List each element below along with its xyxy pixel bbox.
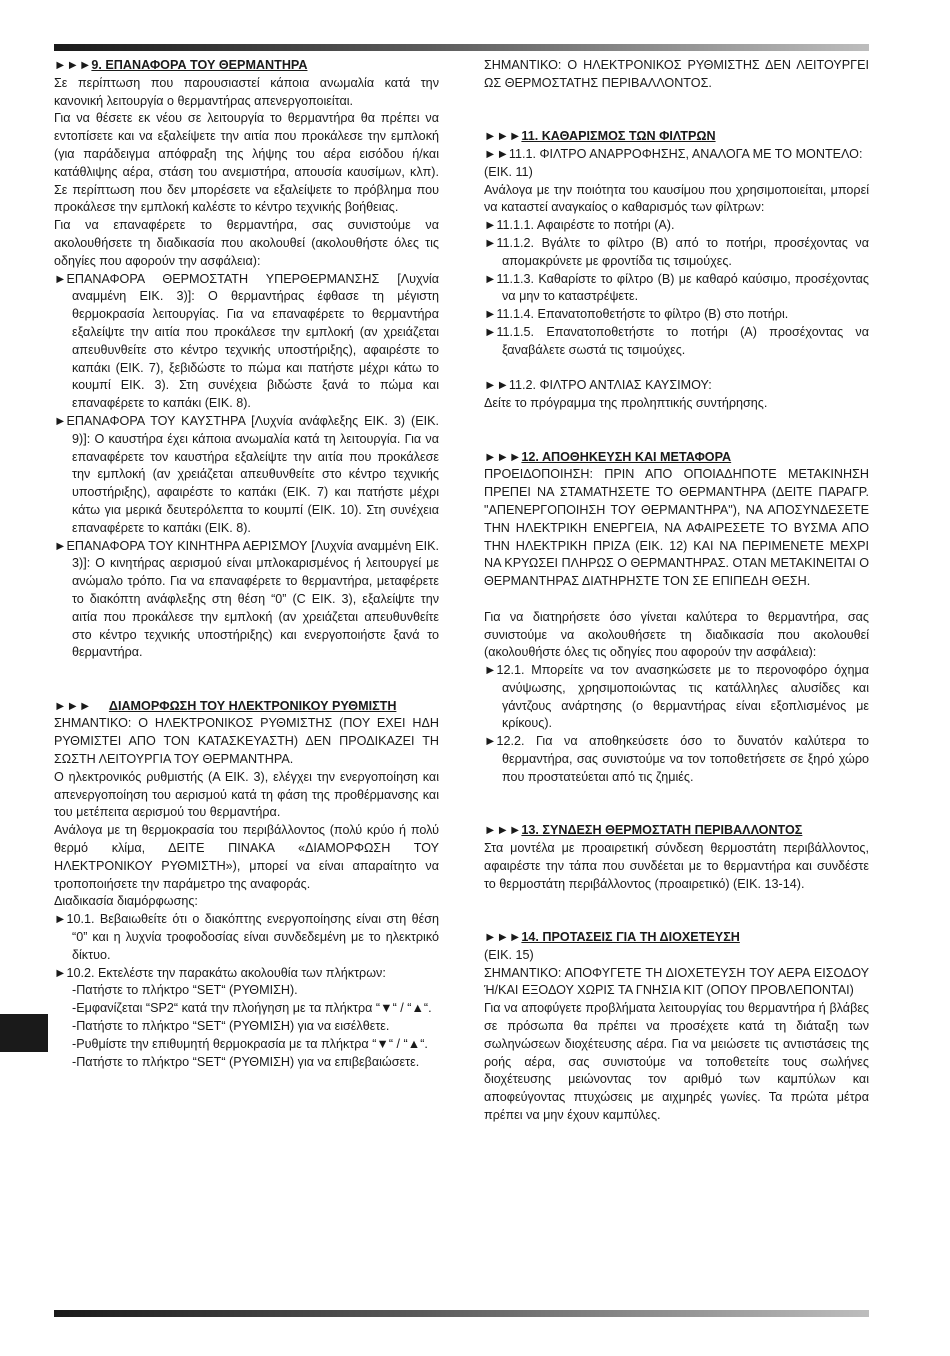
page-edge-tab — [0, 1014, 48, 1052]
section-11-paragraph: Ανάλογα με την ποιότητα του καυσίμου που χρησιμοποιείται, μπορεί να καταστεί αναγκαίος ο καθαρισμός των φίλτρων: — [484, 182, 869, 215]
key-step: -Πατήστε το πλήκτρο “SET“ (ΡΥΘΜΙΣΗ) για να επιβεβαιώσετε. — [72, 1054, 420, 1069]
section-9-heading: ►►►9. ΕΠΑΝΑΦΟΡΑ ΤΟΥ ΘΕΡΜΑΝΤΗΡΑ — [54, 58, 308, 72]
key-step: -Πατήστε το πλήκτρο “SET“ (ΡΥΘΜΙΣΗ) για να εισέλθετε. — [72, 1019, 390, 1034]
list-item: ►11.1.1. Αφαιρέστε το ποτήρι (A). — [484, 218, 675, 233]
key-step: -Ρυθμίστε την επιθυμητή θερμοκρασία με τα πλήκτρα “▼“ / “▲“. — [72, 1036, 428, 1051]
top-divider-bar — [54, 44, 869, 51]
list-item: ►11.1.3. Καθαρίστε το φίλτρο (B) με καθαρό καύσιμο, προσέχοντας να μην το καταστρέψετε. — [484, 271, 869, 304]
subsection-heading: ►►11.2. ΦΙΛΤΡΟ ΑΝΤΛΙΑΣ ΚΑΥΣΙΜΟΥ: — [484, 378, 712, 393]
section-10-paragraph: Ανάλογα με τη θερμοκρασία του περιβάλλοντος (πολύ κρύο ή πολύ θερμό κλίμα, ΔΕΙΤΕ ΠΙΝΑΚΑ «ΔΙΑΜΟΡΦΩΣΗ ΤΟΥ ΗΛΕΚΤΡΟΝΙΚΟΥ ΡΥΘΜΙΣΤΗ»), μπορεί να είναι απαραίτητο να τροποποιήσετε την παράμετρο της αναφοράς. — [54, 823, 439, 891]
section-12-heading: ►►►12. ΑΠΟΘΗΚΕΥΣΗ ΚΑΙ ΜΕΤΑΦΟΡΑ — [484, 449, 732, 464]
section-13-heading: ►►►13. ΣΥΝΔΕΣΗ ΘΕΡΜΟΣΤΑΤΗ ΠΕΡΙΒΑΛΛΟΝΤΟΣ — [484, 823, 803, 838]
important-note: ΣΗΜΑΝΤΙΚΟ: Ο ΗΛΕΚΤΡΟΝΙΚΟΣ ΡΥΘΜΙΣΤΗΣ ΔΕΝ ΛΕΙΤΟΥΡΓΕΙ ΩΣ ΘΕΡΜΟΣΤΑΤΗΣ ΠΕΡΙΒΑΛΛΟΝΤΟΣ. — [484, 58, 869, 90]
section-9-paragraph: Για να επαναφέρετε το θερμαντήρα, σας συνιστούμε να ακολουθήσετε τη διαδικασία που ακολουθεί (ακολουθήστε όλες τις οδηγίες που αφορούν την ασφάλεια): — [54, 218, 439, 268]
key-step: -Πατήστε το πλήκτρο “SET“ (ΡΥΘΜΙΣΗ). — [72, 983, 298, 998]
bottom-divider-bar — [54, 1310, 869, 1317]
section-11-paragraph: Δείτε το πρόγραμμα της προληπτικής συντήρησης. — [484, 396, 768, 411]
list-item: ►ΕΠΑΝΑΦΟΡΑ ΤΟΥ ΚΑΥΣΤΗΡΑ [Λυχνία ανάφλεξης ΕΙΚ. 3) (ΕΙΚ. 9)]: Ο καυστήρα έχει κάποια ανωμαλία κατά τη λειτουργία. Για να επαναφέρετε τον καυστήρα εξαλείψτε την αιτία που προκάλεσε την εμπλοκή (αν χρειάζεται απευθυνθείτε στο κέντρο τεχνικής υποστήριξης), αφαιρέστε το καπάκι (ΕΙΚ. 7) και πατήστε μέχρι κάτω για μερικά δευτερόλεπτα το κουμπί (ΕΙΚ. 10). Στη συνέχεια επαναφέρετε το καπάκι (ΕΙΚ. 8). — [54, 413, 439, 535]
section-10-heading: ►►► ΔΙΑΜΟΡΦΩΣΗ ΤΟΥ ΗΛΕΚΤΡΟΝΙΚΟΥ ΡΥΘΜΙΣΤΗ — [54, 698, 397, 713]
left-column — [54, 57, 439, 1071]
list-item: ►11.1.5. Επανατοποθετήστε το ποτήρι (A) προσέχοντας να ξαναβάλετε σωστά τις τσιμούχες. — [484, 324, 869, 357]
list-item: ►ΕΠΑΝΑΦΟΡΑ ΤΟΥ ΚΙΝΗΤΗΡΑ ΑΕΡΙΣΜΟΥ [Λυχνία αναμμένη ΕΙΚ. 3)]: Ο κινητήρας αερισμού είναι μπλοκαρισμένος ή λειτουργεί με ανώμαλο τρόπο. Για να επαναφέρετε το θερμαντήρα, μεταφέρετε το διακόπτη ανάφλεξης στη θέση “0” (C ΕΙΚ. 3), εξαλείψτε την αιτία που προκάλεσε την εμπλοκή (αν χρειάζεται απευθυνθείτε στο κέντρο τεχνικής υποστήριξης) και ενεργοποιήστε ξανά το θερμαντήρα. — [54, 538, 439, 660]
right-column — [484, 57, 869, 1125]
section-10-paragraph: Ο ηλεκτρονικός ρυθμιστής (A ΕΙΚ. 3), ελέγχει την ενεργοποίηση και απενεργοποίηση του αερισμού κατά τη φάση της προθέρμανσης και του μετέπειτα αερισμού του θερμαντήρα. — [54, 769, 439, 820]
section-14-paragraph: ΣΗΜΑΝΤΙΚΟ: ΑΠΟΦΥΓΕΤΕ ΤΗ ΔΙΟΧΕΤΕΥΣΗ ΤΟΥ ΑΕΡΑ ΕΙΣΟΔΟΥ Ή/ΚΑΙ ΕΞΟΔΟΥ ΧΩΡΙΣ ΤΑ ΓΝΗΣΙΑ ΚΙΤ (ΟΠΟΥ ΠΡΟΒΛΕΠΟΝΤΑΙ) — [484, 965, 869, 998]
section-10-paragraph: ΣΗΜΑΝΤΙΚΟ: Ο ΗΛΕΚΤΡΟΝΙΚΟΣ ΡΥΘΜΙΣΤΗΣ (ΠΟΥ ΕΧΕΙ ΗΔΗ ΡΥΘΜΙΣΤΕΙ ΑΠΟ ΤΟΝ ΚΑΤΑΣΚΕΥΑΣΤΗ) ΔΕΝ ΠΡΟΔΙΚΑΖΕΙ ΤΗ ΣΩΣΤΗ ΛΕΙΤΟΥΡΓΙΑ ΤΟΥ ΘΕΡΜΑΝΤΗΡΑ. — [54, 716, 439, 767]
list-item: ►12.1. Μπορείτε να τον ανασηκώσετε με το περονοφόρο όχημα ανύψωσης, χρησιμοποιώντας τις κατάλληλες αλυσίδες και γάντζους ανάρτησης (ο θερμαντήρας είναι εξοπλισμένος με κρίκους). — [484, 663, 869, 731]
list-item: ►ΕΠΑΝΑΦΟΡΑ ΘΕΡΜΟΣΤΑΤΗ ΥΠΕΡΘΕΡΜΑΝΣΗΣ [Λυχνία αναμμένη ΕΙΚ. 3)]: Ο θερμαντήρας έφθασε τη μέγιστη θερμοκρασία λειτουργίας. Για να επαναφέρετε το θερμαντήρα εξαλείψτε την αιτία που προκάλεσε την εμπλοκή (αν χρειάζεται απευθυνθείτε στο κέντρο τεχνικής υποστήριξης), αφαιρέστε το καπάκι (ΕΙΚ. 7), ξεβιδώστε το πώμα και πατήστε μέχρι κάτω το κουμπί ΕΙΚ. 3). Στη συνέχεια βιδώστε ξανά το πώμα και επαναφέρετε το καπάκι (ΕΙΚ. 8). — [54, 271, 439, 411]
key-step: -Εμφανίζεται “SP2“ κατά την πλοήγηση με τα πλήκτρα “▼“ / “▲“. — [72, 1001, 432, 1016]
subsection-heading: ►►11.1. ΦΙΛΤΡΟ ΑΝΑΡΡΟΦΗΣΗΣ, ΑΝΑΛΟΓΑ ΜΕ ΤΟ ΜΟΝΤΕΛΟ: — [484, 146, 863, 161]
section-14-paragraph: Για να αποφύγετε προβλήματα λειτουργίας του θερμαντήρα ή βλάβες σε πρόσωπα θα πρέπει να προσέχετε κατά τη διάταξη των σωληνώσεων διοχέτευσης αέρα. Για να μειώσετε τις αντιστάσεις της ροής αέρα, σας συνιστούμε να τοποθετείτε τους σωλήνες διοχέτευσης μειώνοντας τον αριθμό των καμπύλων και αποφεύγοντας πτυχώσεις με αιχμηρές γωνίες. Τα πρώτα μέτρα πρέπει να μην έχουν καμπύλες. — [484, 1001, 869, 1123]
list-item: ►10.1. Βεβαιωθείτε ότι ο διακόπτης ενεργοποίησης είναι στη θέση “0” και η λυχνία τροφοδοσίας είναι συνδεδεμένη με το ηλεκτρικό δίκτυο. — [54, 912, 439, 962]
list-item: ►11.1.4. Επανατοποθετήστε το φίλτρο (B) στο ποτήρι. — [484, 307, 789, 322]
figure-reference: (ΕΙΚ. 15) — [484, 947, 534, 962]
figure-reference: (ΕΙΚ. 11) — [484, 164, 533, 179]
section-11-heading: ►►►11. ΚΑΘΑΡΙΣΜΟΣ ΤΩΝ ΦΙΛΤΡΩΝ — [484, 129, 716, 144]
section-12-paragraph: Για να διατηρήσετε όσο γίνεται καλύτερα το θερμαντήρα, σας συνιστούμε να ακολουθήσετε τη διαδικασία που ακολουθεί (ακολουθήστε όλες τις οδηγίες που αφορούν την ασφάλεια): — [484, 609, 869, 660]
section-14-heading: ►►►14. ΠΡΟΤΑΣΕΙΣ ΓΙΑ ΤΗ ΔΙΟΧΕΤΕΥΣΗ — [484, 930, 740, 945]
section-12-warning: ΠΡΟΕΙΔΟΠΟΙΗΣΗ: ΠΡΙΝ ΑΠΟ ΟΠΟΙΑΔΗΠΟΤΕ ΜΕΤΑΚΙΝΗΣΗ ΠΡΕΠΕΙ ΝΑ ΣΤΑΜΑΤΗΣΕΤΕ ΤΟ ΘΕΡΜΑΝΤΗΡΑ (ΔΕΙΤΕ ΠΑΡΑΓΡ. "ΑΠΕΝΕΡΓΟΠΟΙΗΣΗ ΤΟΥ ΘΕΡΜΑΝΤΗΡΑ"), ΝΑ ΑΠΟΣΥΝΔΕΣΕΤΕ ΤΗΝ ΗΛΕΚΤΡΙΚΗ ΕΝΕΡΓΕΙΑ, ΝΑ ΑΦΑΙΡΕΣΕΤΕ ΤΟ ΒΥΣΜΑ ΑΠΟ ΤΗΝ ΗΛΕΚΤΡΙΚΗ ΠΡΙΖΑ (ΕΙΚ. 12) ΚΑΙ ΝΑ ΠΕΡΙΜΕΝΕΤΕ ΜΕΧΡΙ ΝΑ ΚΡΥΩΣΕΙ ΠΛΗΡΩΣ Ο ΘΕΡΜΑΝΤΗΡΑΣ. ΟΤΑΝ ΜΕΤΑΚΙΝΕΙΤΑΙ Ο ΘΕΡΜΑΝΤΗΡΑΣ ΔΙΑΤΗΡΗΣΤΕ ΤΟΝ ΣΕ ΕΠΙΠΕΔΗ ΘΕΣΗ. — [484, 467, 869, 589]
list-item: ►11.1.2. Βγάλτε το φίλτρο (B) από το ποτήρι, προσέχοντας να απομακρύνετε με φροντίδα τις τσιμούχες. — [484, 235, 869, 268]
section-10-paragraph: Διαδικασία διαμόρφωσης: — [54, 894, 198, 909]
section-13-paragraph: Στα μοντέλα με προαιρετική σύνδεση θερμοστάτη περιβάλλοντος, αφαιρέστε την τάπα που συνδέεται με το θερμαντήρα και συνδέστε το θερμοστάτη περιβάλλοντος (προαιρετικό) (ΕΙΚ. 13-14). — [484, 841, 869, 891]
list-item: ►10.2. Εκτελέστε την παρακάτω ακολουθία των πλήκτρων: — [54, 965, 386, 980]
section-9-paragraph: Σε περίπτωση που παρουσιαστεί κάποια ανωμαλία κατά την κανονική λειτουργία ο θερμαντήρας απενεργοποιείται. — [54, 75, 439, 108]
list-item: ►12.2. Για να αποθηκεύσετε όσο το δυνατόν καλύτερα το θερμαντήρα, σας συνιστούμε να τον τοποθετήσετε σε ξηρό χώρο που προστατεύεται από τις ζημιές. — [484, 734, 869, 784]
section-9-paragraph: Για να θέσετε εκ νέου σε λειτουργία το θερμαντήρα θα πρέπει να εντοπίσετε και να εξαλείψετε την αιτία που προκάλεσε την εμπλοκή (για παράδειγμα απόφραξη της λήψης του αέρα εισόδου ή/και κατάθλιψης αέρα, στάση του ανεμιστήρα, απουσία καυσίμων, κλπ). Σε περίπτωση που δεν μπορέσετε να εξαλείψετε το πρόβλημα που προκάλεσε την εμπλοκή καλέστε το κέντρο τεχνικής βοήθειας. — [54, 111, 439, 215]
